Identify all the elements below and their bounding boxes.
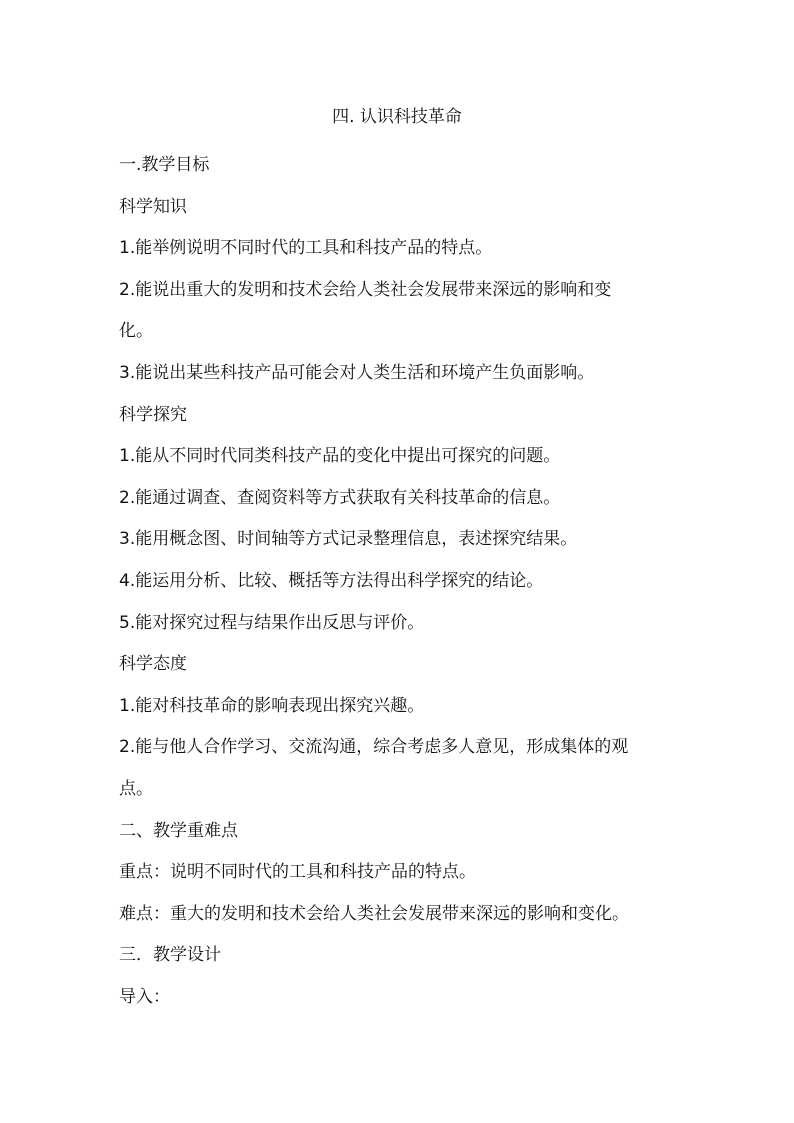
body-line: 1.能从不同时代同类科技产品的变化中提出可探究的问题。 <box>119 446 561 467</box>
subheading-knowledge: 科学知识 <box>119 196 187 217</box>
body-line: 化。 <box>119 321 153 342</box>
section-heading-design: 三．教学设计 <box>119 945 221 966</box>
document-title: 四. 认识科技革命 <box>332 107 462 127</box>
section-heading-key-points: 二、教学重难点 <box>119 820 238 841</box>
body-line: 3.能说出某些科技产品可能会对人类生活和环境产生负面影响。 <box>119 362 595 383</box>
body-line: 5.能对探究过程与结果作出反思与评价。 <box>119 612 425 633</box>
body-line: 1.能举例说明不同时代的工具和科技产品的特点。 <box>119 238 493 259</box>
body-line: 4.能运用分析、比较、概括等方法得出科学探究的结论。 <box>119 570 544 591</box>
body-line: 2.能说出重大的发明和技术会给人类社会发展带来深远的影响和变 <box>119 279 612 300</box>
subheading-attitude: 科学态度 <box>119 654 187 675</box>
body-line: 3.能用概念图、时间轴等方式记录整理信息，表述探究结果。 <box>119 529 578 550</box>
body-line: 难点：重大的发明和技术会给人类社会发展带来深远的影响和变化。 <box>119 903 629 924</box>
section-heading-objectives: 一.教学目标 <box>119 155 210 175</box>
body-line: 重点：说明不同时代的工具和科技产品的特点。 <box>119 862 476 883</box>
body-line: 1.能对科技革命的影响表现出探究兴趣。 <box>119 695 425 716</box>
document-body <box>119 145 679 1018</box>
subheading-inquiry: 科学探究 <box>119 404 187 425</box>
body-line: 2.能通过调查、查阅资料等方式获取有关科技革命的信息。 <box>119 487 561 508</box>
body-line: 2.能与他人合作学习、交流沟通，综合考虑多人意见，形成集体的观 <box>119 737 629 758</box>
body-line: 点。 <box>119 778 153 799</box>
subheading-intro: 导入： <box>119 986 170 1007</box>
